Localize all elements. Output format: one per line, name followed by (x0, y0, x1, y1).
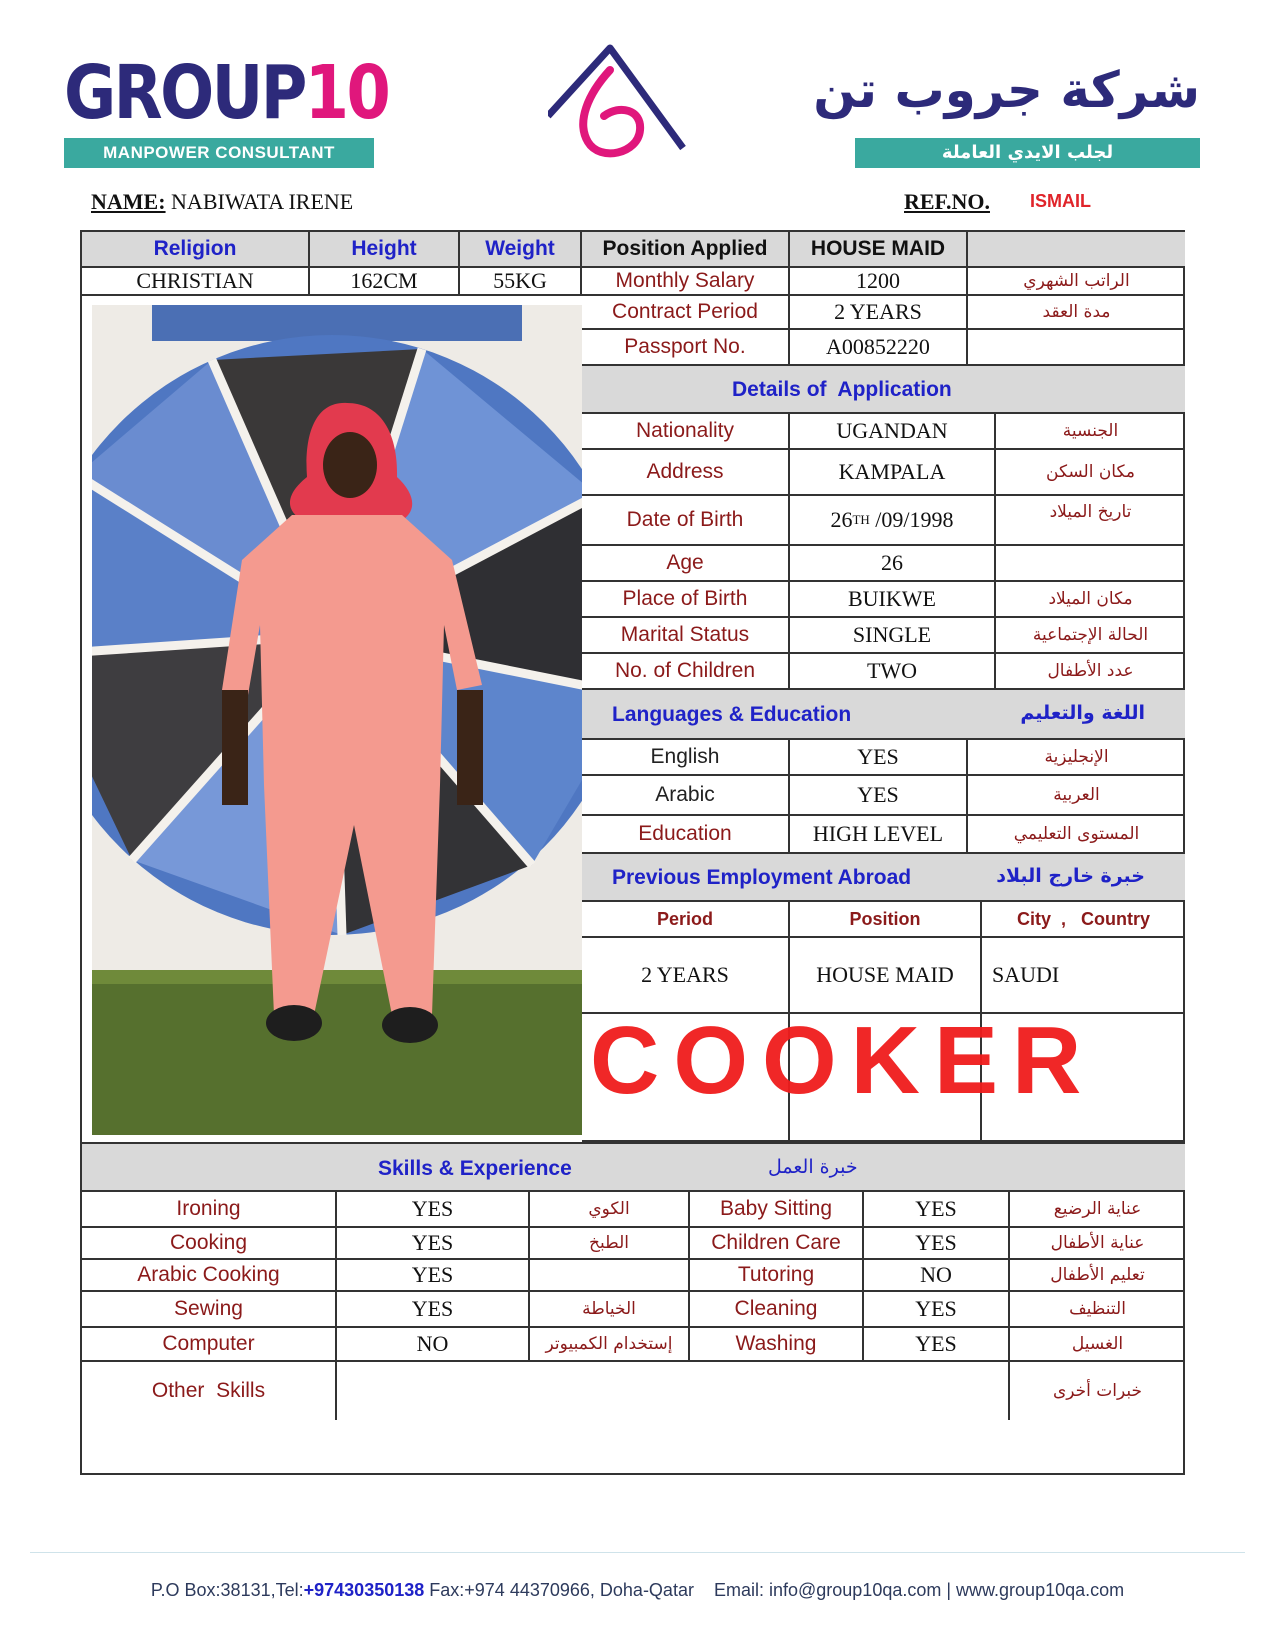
ref-number: ISMAIL (1030, 191, 1091, 211)
footer-pobox: P.O Box:38131,Tel: (150, 1580, 304, 1600)
skill-tutoring-value: NO (864, 1260, 1010, 1292)
skill-childrencare-value: YES (864, 1228, 1010, 1260)
marital-value: SINGLE (790, 618, 996, 654)
passport-value: A00852220 (790, 330, 968, 366)
period-header: Period (582, 902, 790, 938)
education-value: HIGH LEVEL (790, 816, 968, 854)
cooker-stamp: COOKER (590, 1007, 1096, 1114)
employment-period: 2 YEARS (582, 938, 790, 1014)
address-label: Address (582, 450, 790, 496)
skill-babysitting-ar: عناية الرضيع (1010, 1192, 1185, 1228)
english-value: YES (790, 740, 968, 776)
marital-label-ar: الحالة الإجتماعية (996, 618, 1185, 654)
skill-tutoring-label: Tutoring (690, 1260, 864, 1292)
height-header: Height (310, 232, 460, 268)
skill-arabiccooking-value: YES (337, 1260, 530, 1292)
arabic-logo-tagline: لجلب الايدي العاملة (855, 138, 1200, 168)
footer-divider (30, 1552, 1245, 1553)
dob-rest: /09/1998 (869, 507, 954, 532)
footer-contact (0, 1580, 1275, 1601)
logo-tagline: MANPOWER CONSULTANT (64, 138, 374, 168)
footer-tel: +97430350138 (303, 1580, 425, 1600)
english-label: English (582, 740, 790, 776)
details-title: Details of Application (732, 378, 952, 401)
other-skills-ar: خبرات أخرى (1052, 1381, 1143, 1401)
skills-section (82, 1142, 1185, 1192)
weight-value: 55KG (460, 268, 582, 296)
arabic-logo-title: شركة جروب تن (813, 61, 1200, 119)
employment-country: SAUDI (982, 938, 1185, 1014)
skill-cooking-label: Cooking (82, 1228, 337, 1260)
other-skills-label: Other Skills (82, 1362, 337, 1420)
arabic-value: YES (790, 776, 968, 816)
skills-title: Skills & Experience (378, 1157, 572, 1180)
skill-cooking-ar: الطبخ (530, 1228, 690, 1260)
languages-title: Languages & Education (612, 703, 852, 726)
skill-washing-label: Washing (690, 1328, 864, 1362)
nationality-value: UGANDAN (790, 414, 996, 450)
employment-section (582, 854, 1185, 902)
employment-position: HOUSE MAID (790, 938, 982, 1014)
arabic-logo (813, 50, 1200, 170)
salary-label: Monthly Salary (582, 268, 790, 296)
skill-cleaning-value: YES (864, 1292, 1010, 1328)
skill-ironing-value: YES (337, 1192, 530, 1228)
dob-day: 26 (830, 507, 853, 532)
skill-computer-label: Computer (82, 1328, 337, 1362)
skill-sewing-value: YES (337, 1292, 530, 1328)
education-label: Education (582, 816, 790, 854)
languages-section (582, 690, 1185, 740)
languages-title-ar: اللغة والتعليم (1020, 702, 1145, 724)
arabic-label: Arabic (582, 776, 790, 816)
skill-cleaning-ar: التنظيف (1010, 1292, 1185, 1328)
religion-value: CHRISTIAN (82, 268, 310, 296)
skill-babysitting-label: Baby Sitting (690, 1192, 864, 1228)
skill-cooking-value: YES (337, 1228, 530, 1260)
address-value: KAMPALA (790, 450, 996, 496)
dob-label-ar: تاريخ الميلاد (996, 496, 1185, 546)
skill-ironing-ar: الكوي (530, 1192, 690, 1228)
position-value: HOUSE MAID (790, 232, 968, 268)
logo-wordmark: GROUP10 (64, 50, 389, 136)
skill-computer-ar: إستخدام الكمبيوتر (530, 1328, 690, 1362)
details-section (582, 366, 1185, 414)
position-col-header: Position (790, 902, 982, 938)
marital-label: Marital Status (582, 618, 790, 654)
ref-line (904, 189, 990, 215)
dob-label: Date of Birth (582, 496, 790, 546)
candidate-name-line (91, 189, 353, 215)
dob-suffix: TH (852, 512, 870, 527)
weight-header: Weight (460, 232, 582, 268)
skill-arabiccooking-ar (530, 1260, 690, 1292)
nationality-label-ar: الجنسية (996, 414, 1185, 450)
children-label: No. of Children (582, 654, 790, 690)
skill-washing-value: YES (864, 1328, 1010, 1362)
employment-title-ar: خبرة خارج البلاد (996, 865, 1145, 887)
candidate-photo (92, 305, 582, 1135)
salary-label-ar: الراتب الشهري (968, 268, 1185, 296)
passport-blank (968, 330, 1185, 366)
religion-header: Religion (82, 232, 310, 268)
age-label: Age (582, 546, 790, 582)
footer-email-web: Email: info@group10qa.com | www.group10qa.com (713, 1580, 1125, 1600)
country-header: City , Country (982, 902, 1185, 938)
candidate-photo-image (92, 305, 582, 1135)
skill-arabiccooking-label: Arabic Cooking (82, 1260, 337, 1292)
children-value: TWO (790, 654, 996, 690)
age-blank (996, 546, 1185, 582)
candidate-name: NABIWATA IRENE (171, 189, 354, 214)
skills-title-ar: خبرة العمل (768, 1156, 858, 1178)
skill-babysitting-value: YES (864, 1192, 1010, 1228)
education-label-ar: المستوى التعليمي (968, 816, 1185, 854)
cv-form (80, 230, 1185, 1475)
english-label-ar: الإنجليزية (968, 740, 1185, 776)
address-label-ar: مكان السكن (996, 450, 1185, 496)
salary-value: 1200 (790, 268, 968, 296)
contract-value: 2 YEARS (790, 296, 968, 330)
house-logo-icon (548, 44, 688, 164)
skill-washing-ar: الغسيل (1010, 1328, 1185, 1362)
skill-sewing-label: Sewing (82, 1292, 337, 1328)
skill-ironing-label: Ironing (82, 1192, 337, 1228)
skill-sewing-ar: الخياطة (530, 1292, 690, 1328)
arabic-label-ar: العربية (968, 776, 1185, 816)
height-value: 162CM (310, 268, 460, 296)
employment-title: Previous Employment Abroad (612, 866, 912, 889)
nationality-label: Nationality (582, 414, 790, 450)
name-label: NAME: (91, 189, 166, 214)
skill-cleaning-label: Cleaning (690, 1292, 864, 1328)
pob-label: Place of Birth (582, 582, 790, 618)
other-skills-value (337, 1362, 1010, 1420)
position-blank (968, 232, 1185, 268)
pob-value: BUIKWE (790, 582, 996, 618)
group10-logo (64, 50, 389, 170)
pob-label-ar: مكان الميلاد (996, 582, 1185, 618)
footer-fax: Fax:+974 44370966, Doha-Qatar (424, 1580, 694, 1600)
position-header: Position Applied (582, 232, 790, 268)
contract-label-ar: مدة العقد (968, 296, 1185, 330)
passport-label: Passport No. (582, 330, 790, 366)
skill-computer-value: NO (337, 1328, 530, 1362)
age-value: 26 (790, 546, 996, 582)
skill-tutoring-ar: تعليم الأطفال (1010, 1260, 1185, 1292)
ref-label: REF.NO. (904, 189, 990, 214)
children-label-ar: عدد الأطفال (996, 654, 1185, 690)
dob-value (790, 496, 996, 546)
contract-label: Contract Period (582, 296, 790, 330)
skill-childrencare-label: Children Care (690, 1228, 864, 1260)
skill-childrencare-ar: عناية الأطفال (1010, 1228, 1185, 1260)
